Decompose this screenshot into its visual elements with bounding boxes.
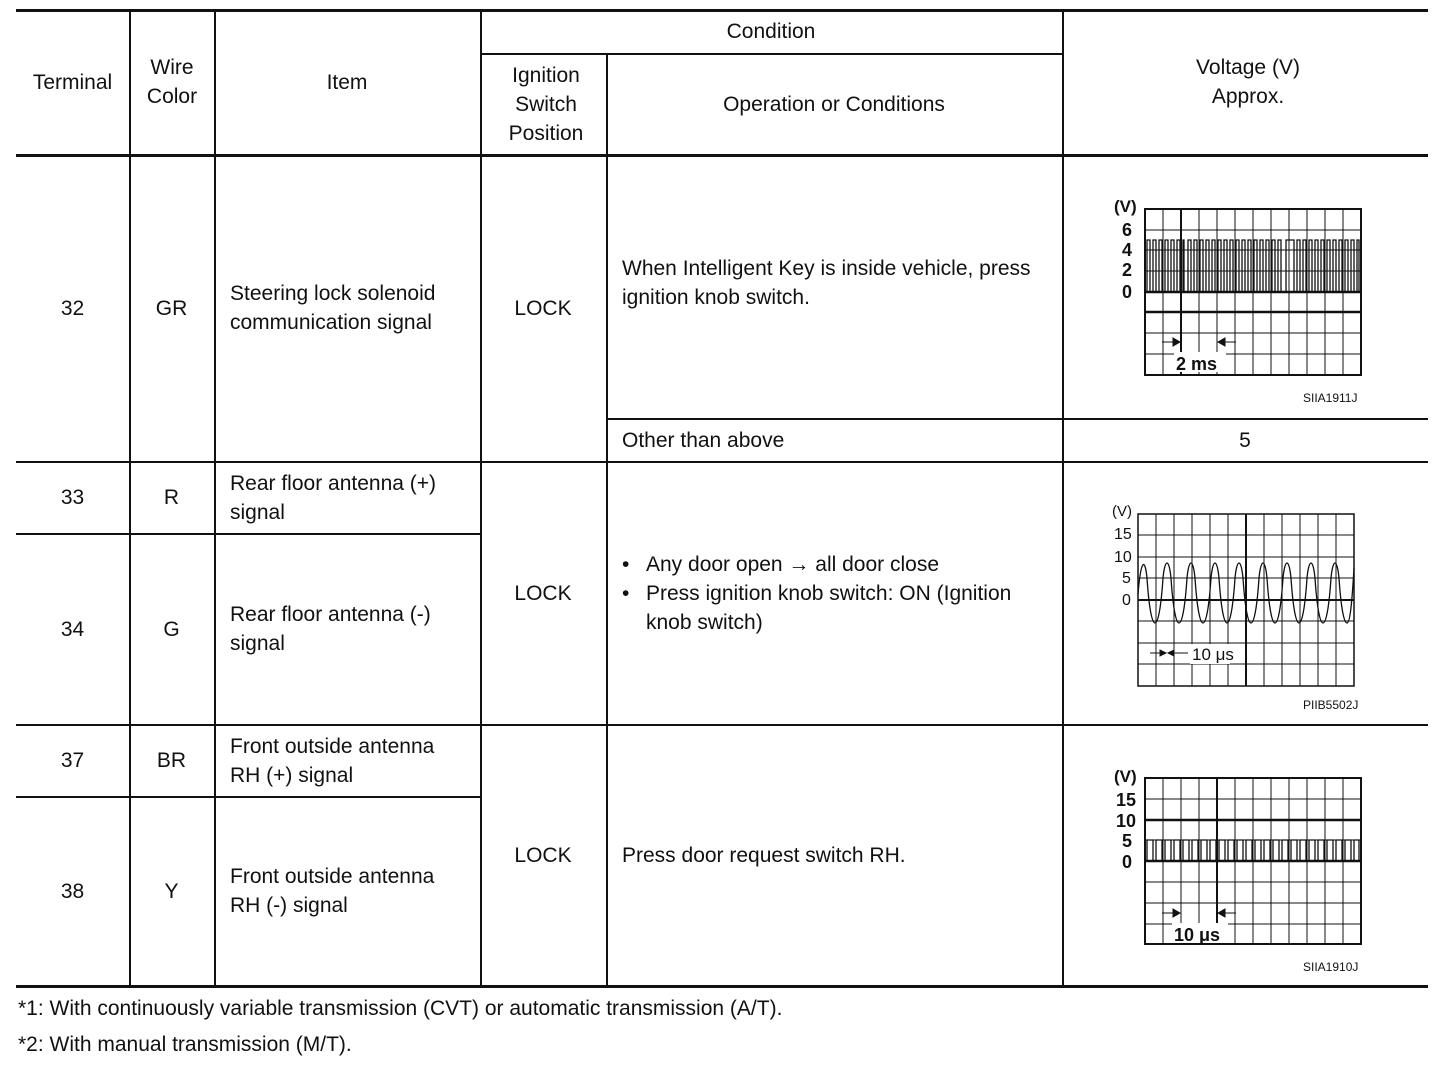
y-tick-0: 0 bbox=[1122, 592, 1131, 609]
y-tick-6: 6 bbox=[1122, 220, 1133, 240]
figure-id: SIIA1910J bbox=[1303, 960, 1359, 974]
y-tick-15: 15 bbox=[1114, 526, 1132, 543]
condition-37-38: Press door request switch RH. bbox=[622, 843, 906, 867]
table-bottom-rule bbox=[16, 985, 1428, 988]
terminal-33: 33 bbox=[60, 486, 85, 509]
condition-door-open-close: • Any door open → all door close bbox=[622, 550, 1052, 579]
wire-color-32: GR bbox=[155, 296, 188, 320]
item-38: Front outside antenna RH (-) signal bbox=[230, 865, 435, 917]
y-tick-5: 5 bbox=[1122, 831, 1133, 851]
time-label: 10 μs bbox=[1174, 925, 1221, 945]
condition-33-34 bbox=[606, 462, 1062, 724]
time-label: 10 μs bbox=[1192, 645, 1234, 664]
terminal-34: 34 bbox=[60, 617, 85, 641]
terminal-38: 38 bbox=[60, 879, 85, 903]
figure-id: PIIB5502J bbox=[1303, 698, 1359, 712]
y-tick-0: 0 bbox=[1122, 852, 1133, 872]
unit-label: (V) bbox=[1112, 503, 1132, 520]
small-pulse-waveform-icon bbox=[1110, 760, 1372, 978]
square-pulse-waveform-icon bbox=[1110, 192, 1372, 410]
condition-32-intelligent-key: When Intelligent Key is inside vehicle, press ignition knob switch. bbox=[622, 257, 1031, 309]
ignition-32: LOCK bbox=[514, 296, 572, 320]
wire-color-37: BR bbox=[156, 749, 187, 772]
header-item: Item bbox=[326, 70, 368, 94]
unit-label: (V) bbox=[1114, 197, 1137, 216]
col-rule-5 bbox=[1062, 10, 1064, 987]
y-tick-5: 5 bbox=[1122, 570, 1131, 587]
footnote-1: *1: With continuously variable transmission (CVT) or automatic transmission (A/T). bbox=[18, 997, 783, 1020]
wire-color-34: G bbox=[163, 617, 180, 641]
header-operation-or-conditions: Operation or Conditions bbox=[723, 92, 945, 116]
wire-color-33: R bbox=[163, 486, 180, 509]
wire-color-38: Y bbox=[164, 879, 179, 903]
header-ignition-switch-position: Ignition Switch Position bbox=[508, 63, 584, 145]
item-33: Rear floor antenna (+) signal bbox=[230, 471, 437, 524]
item-37: Front outside antenna RH (+) signal bbox=[230, 734, 435, 787]
y-tick-10: 10 bbox=[1116, 811, 1137, 831]
header-voltage: Voltage (V) Approx. bbox=[1196, 56, 1300, 108]
condition-32-other: Other than above bbox=[622, 428, 785, 452]
condition-ignition-knob: • Press ignition knob switch: ON (Ignition knob switch) bbox=[622, 579, 1052, 637]
sine-waveform-icon bbox=[1108, 498, 1372, 716]
voltage-32-other: 5 bbox=[1239, 428, 1251, 452]
figure-id: SIIA1911J bbox=[1303, 391, 1358, 405]
footnote-2: *2: With manual transmission (M/T). bbox=[18, 1033, 352, 1056]
condition-list bbox=[622, 550, 1052, 637]
header-terminal: Terminal bbox=[32, 70, 113, 94]
y-tick-2: 2 bbox=[1122, 260, 1133, 280]
item-34: Rear floor antenna (-) signal bbox=[230, 603, 431, 655]
item-32: Steering lock solenoid communication signal bbox=[230, 282, 436, 334]
ignition-33-34: LOCK bbox=[514, 581, 572, 605]
terminal-37: 37 bbox=[60, 749, 85, 772]
y-tick-0: 0 bbox=[1122, 282, 1133, 302]
header-condition: Condition bbox=[726, 20, 816, 43]
y-tick-10: 10 bbox=[1114, 549, 1132, 566]
header-wire-color: Wire Color bbox=[146, 56, 198, 108]
y-tick-15: 15 bbox=[1116, 790, 1137, 810]
terminal-32: 32 bbox=[60, 296, 85, 320]
ignition-37-38: LOCK bbox=[514, 843, 572, 867]
time-label: 2 ms bbox=[1176, 354, 1218, 374]
unit-label: (V) bbox=[1114, 767, 1137, 786]
y-tick-4: 4 bbox=[1122, 240, 1133, 260]
